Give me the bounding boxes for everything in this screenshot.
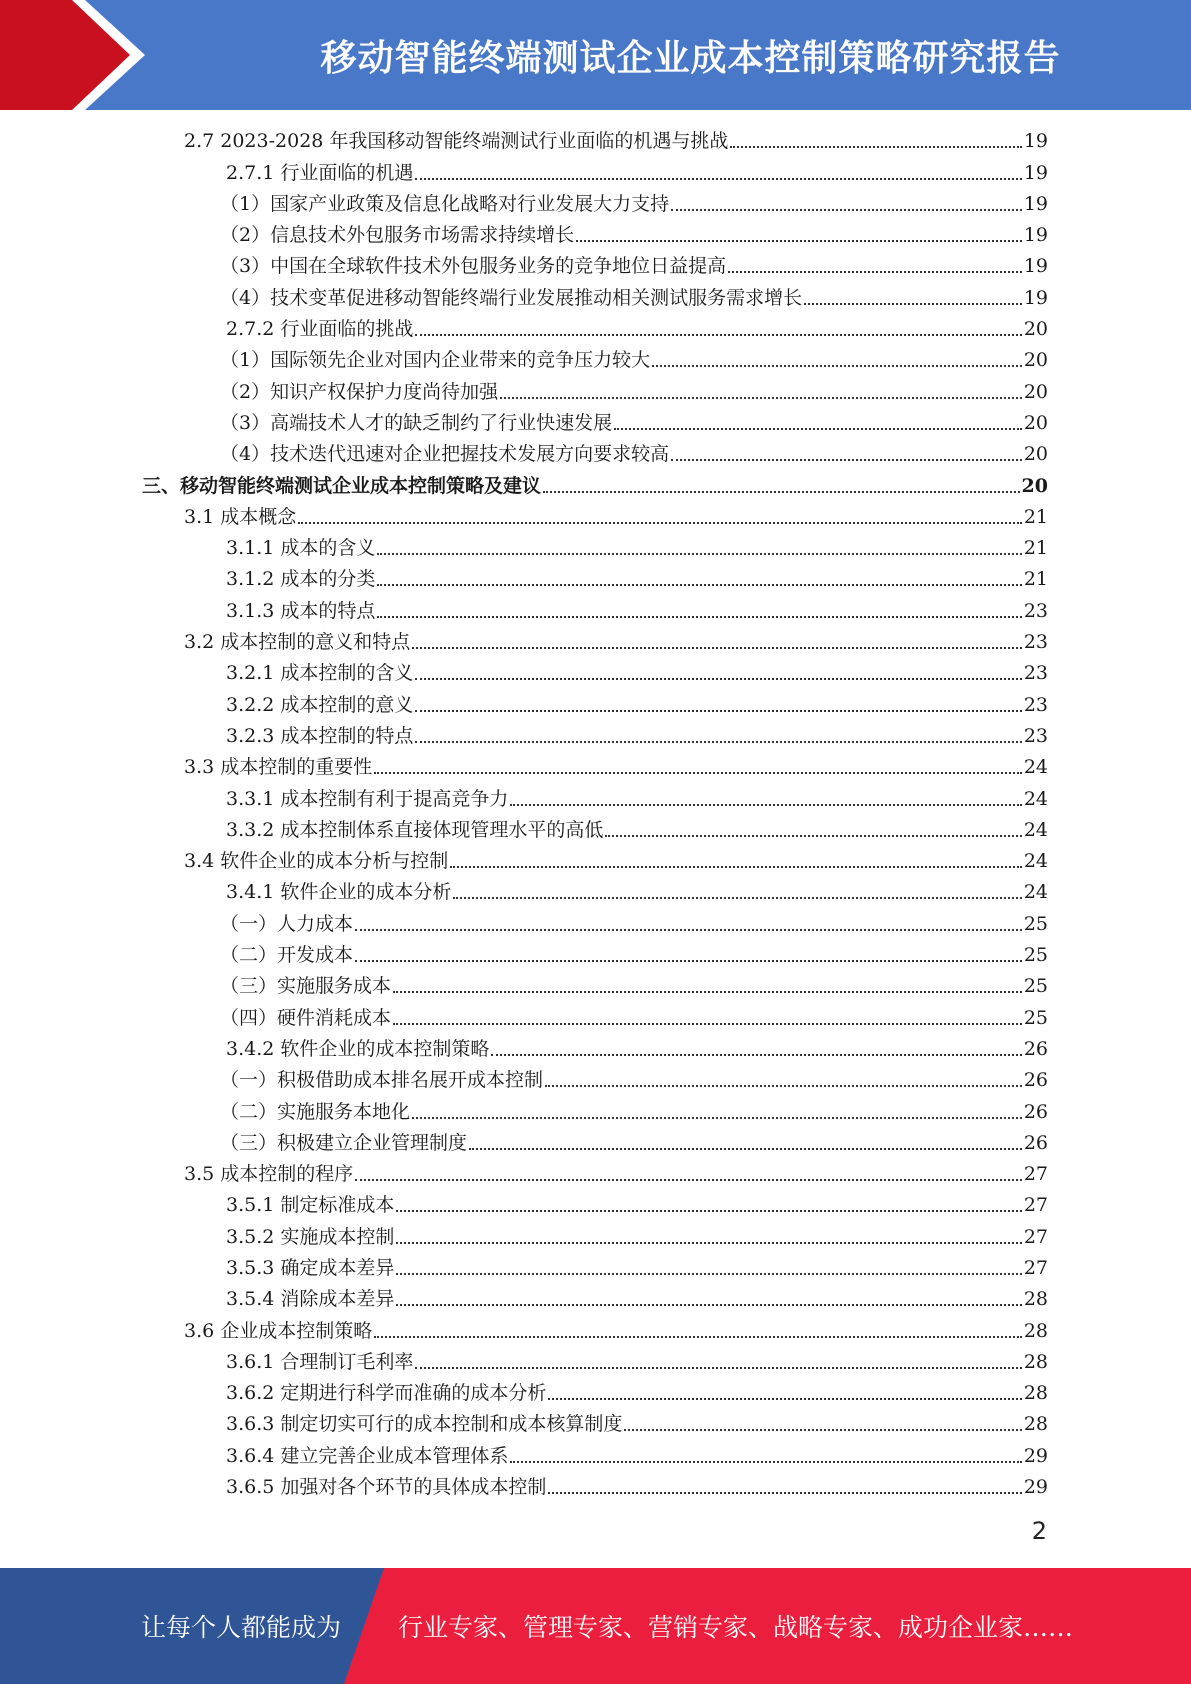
toc-leader-dots xyxy=(510,1461,1021,1463)
toc-entry-page: 20 xyxy=(1021,474,1048,497)
toc-entry-page: 20 xyxy=(1023,411,1048,434)
toc-entry-label: 3.6.2 定期进行科学而准确的成本分析 xyxy=(226,1382,547,1405)
toc-leader-dots xyxy=(355,1179,1022,1181)
toc-entry-label: 3.3 成本控制的重要性 xyxy=(184,756,373,779)
toc-entry[interactable] xyxy=(142,1253,1048,1284)
toc-entry[interactable] xyxy=(142,1284,1048,1315)
toc-leader-dots xyxy=(730,146,1021,148)
table-of-contents xyxy=(142,126,1048,1503)
toc-leader-dots xyxy=(510,804,1021,806)
toc-leader-dots xyxy=(298,522,1022,524)
toc-entry-page: 20 xyxy=(1023,349,1048,372)
toc-leader-dots xyxy=(671,209,1022,211)
toc-leader-dots xyxy=(415,710,1021,712)
toc-entry-page: 28 xyxy=(1023,1382,1048,1405)
toc-leader-dots xyxy=(377,584,1021,586)
toc-entry-label: （2）知识产权保护力度尚待加强 xyxy=(220,380,499,403)
toc-entry-page: 24 xyxy=(1023,881,1048,904)
toc-leader-dots xyxy=(450,866,1022,868)
toc-entry[interactable] xyxy=(142,157,1048,188)
toc-entry-page: 23 xyxy=(1023,693,1048,716)
toc-leader-dots xyxy=(377,553,1021,555)
toc-entry-page: 28 xyxy=(1023,1319,1048,1342)
toc-entry[interactable] xyxy=(142,908,1048,939)
toc-entry[interactable] xyxy=(142,251,1048,282)
toc-entry-label: 3.5 成本控制的程序 xyxy=(184,1163,354,1186)
toc-leader-dots xyxy=(728,271,1022,273)
toc-entry-label: 2.7.1 行业面临的机遇 xyxy=(226,161,414,184)
toc-leader-dots xyxy=(393,991,1022,993)
toc-entry[interactable] xyxy=(142,1315,1048,1346)
toc-leader-dots xyxy=(396,1242,1021,1244)
toc-leader-dots xyxy=(605,835,1021,837)
toc-leader-dots xyxy=(652,365,1022,367)
toc-leader-dots xyxy=(671,459,1022,461)
toc-entry-page: 19 xyxy=(1023,161,1048,184)
toc-leader-dots xyxy=(396,1273,1021,1275)
toc-leader-dots xyxy=(415,741,1021,743)
toc-entry-label: 3.6.5 加强对各个环节的具体成本控制 xyxy=(226,1476,547,1499)
toc-entry[interactable] xyxy=(142,220,1048,251)
toc-entry-page: 27 xyxy=(1023,1256,1048,1279)
toc-entry-page: 27 xyxy=(1023,1163,1048,1186)
toc-entry[interactable] xyxy=(142,1065,1048,1096)
toc-entry-label: （四）硬件消耗成本 xyxy=(220,1006,392,1029)
toc-entry-label: 3.6.1 合理制订毛利率 xyxy=(226,1350,414,1373)
toc-entry-page: 23 xyxy=(1023,724,1048,747)
toc-leader-dots xyxy=(355,929,1022,931)
toc-entry[interactable] xyxy=(142,470,1048,501)
toc-leader-dots xyxy=(393,1023,1022,1025)
toc-entry[interactable] xyxy=(142,533,1048,564)
toc-leader-dots xyxy=(545,1085,1022,1087)
toc-entry-label: 3.1.3 成本的特点 xyxy=(226,599,376,622)
toc-entry-label: 3.1 成本概念 xyxy=(184,505,297,528)
toc-leader-dots xyxy=(548,1492,1021,1494)
toc-entry-label: （一）人力成本 xyxy=(220,912,354,935)
toc-entry[interactable] xyxy=(142,1440,1048,1471)
toc-entry-page: 25 xyxy=(1023,912,1048,935)
toc-entry[interactable] xyxy=(142,815,1048,846)
toc-entry-label: 3.4.2 软件企业的成本控制策略 xyxy=(226,1037,490,1060)
toc-entry-label: （一）积极借助成本排名展开成本控制 xyxy=(220,1069,544,1092)
toc-entry-page: 24 xyxy=(1023,787,1048,810)
toc-entry[interactable] xyxy=(142,971,1048,1002)
toc-leader-dots xyxy=(396,1304,1021,1306)
toc-entry-label: （4）技术变革促进移动智能终端行业发展推动相关测试服务需求增长 xyxy=(220,286,803,309)
toc-leader-dots xyxy=(624,1429,1021,1431)
toc-entry[interactable] xyxy=(142,627,1048,658)
toc-entry[interactable] xyxy=(142,783,1048,814)
toc-entry-page: 27 xyxy=(1023,1225,1048,1248)
report-title: 移动智能终端测试企业成本控制策略研究报告 xyxy=(320,37,1061,79)
toc-leader-dots xyxy=(543,491,1020,493)
toc-entry-page: 28 xyxy=(1023,1413,1048,1436)
toc-leader-dots xyxy=(415,178,1021,180)
footer-slogan-left: 让每个人都能成为 xyxy=(141,1613,342,1642)
toc-entry-label: 3.1.1 成本的含义 xyxy=(226,537,376,560)
toc-entry-page: 26 xyxy=(1023,1037,1048,1060)
toc-entry-label: 3.4.1 软件企业的成本分析 xyxy=(226,881,452,904)
toc-entry-page: 19 xyxy=(1023,192,1048,215)
page-number: 2 xyxy=(1031,1517,1047,1545)
toc-entry-label: 3.6.4 建立完善企业成本管理体系 xyxy=(226,1444,509,1467)
toc-leader-dots xyxy=(374,772,1022,774)
toc-entry[interactable] xyxy=(142,846,1048,877)
toc-entry-page: 20 xyxy=(1023,318,1048,341)
toc-entry-page: 19 xyxy=(1023,286,1048,309)
toc-entry-page: 21 xyxy=(1023,568,1048,591)
toc-entry[interactable] xyxy=(142,564,1048,595)
toc-entry[interactable] xyxy=(142,1409,1048,1440)
toc-entry-page: 19 xyxy=(1023,224,1048,247)
toc-entry[interactable] xyxy=(142,282,1048,313)
toc-entry-page: 29 xyxy=(1023,1476,1048,1499)
page-footer xyxy=(0,1568,1191,1684)
toc-entry[interactable] xyxy=(142,376,1048,407)
toc-entry[interactable] xyxy=(142,1034,1048,1065)
toc-entry-label: 2.7.2 行业面临的挑战 xyxy=(226,318,414,341)
toc-entry-page: 23 xyxy=(1023,662,1048,685)
toc-entry-label: 3.4 软件企业的成本分析与控制 xyxy=(184,850,449,873)
toc-entry-label: （3）中国在全球软件技术外包服务业务的竞争地位日益提高 xyxy=(220,255,727,278)
toc-entry-page: 21 xyxy=(1023,537,1048,560)
toc-entry[interactable] xyxy=(142,595,1048,626)
toc-leader-dots xyxy=(412,1117,1022,1119)
toc-entry-page: 24 xyxy=(1023,756,1048,779)
toc-entry-page: 27 xyxy=(1023,1194,1048,1217)
toc-entry-label: 3.6.3 制定切实可行的成本控制和成本核算制度 xyxy=(226,1413,623,1436)
footer-slogan-right: 行业专家、管理专家、营销专家、战略专家、成功企业家…… xyxy=(398,1613,1074,1642)
toc-entry[interactable] xyxy=(142,1378,1048,1409)
toc-entry-label: 3.5.1 制定标准成本 xyxy=(226,1194,395,1217)
toc-entry-page: 20 xyxy=(1023,380,1048,403)
toc-entry-label: （3）高端技术人才的缺乏制约了行业快速发展 xyxy=(220,411,613,434)
toc-entry-page: 26 xyxy=(1023,1069,1048,1092)
toc-entry-label: 3.2 成本控制的意义和特点 xyxy=(184,631,411,654)
page-header xyxy=(0,0,1191,110)
toc-leader-dots xyxy=(415,334,1021,336)
toc-entry[interactable] xyxy=(142,1128,1048,1159)
toc-entry-label: （二）开发成本 xyxy=(220,944,354,967)
toc-entry[interactable] xyxy=(142,658,1048,689)
toc-entry[interactable] xyxy=(142,502,1048,533)
toc-leader-dots xyxy=(415,678,1021,680)
toc-leader-dots xyxy=(396,1210,1021,1212)
toc-entry-page: 26 xyxy=(1023,1131,1048,1154)
toc-entry-page: 25 xyxy=(1023,975,1048,998)
toc-entry[interactable] xyxy=(142,721,1048,752)
toc-entry-label: （2）信息技术外包服务市场需求持续增长 xyxy=(220,224,575,247)
toc-entry[interactable] xyxy=(142,1221,1048,1252)
toc-entry-label: （二）实施服务本地化 xyxy=(220,1100,411,1123)
toc-entry-page: 23 xyxy=(1023,631,1048,654)
toc-entry-page: 28 xyxy=(1023,1288,1048,1311)
toc-entry-page: 24 xyxy=(1023,850,1048,873)
toc-leader-dots xyxy=(412,647,1022,649)
toc-entry[interactable] xyxy=(142,189,1048,220)
toc-leader-dots xyxy=(469,1148,1022,1150)
toc-entry[interactable] xyxy=(142,345,1048,376)
toc-entry-page: 20 xyxy=(1023,443,1048,466)
toc-entry[interactable] xyxy=(142,408,1048,439)
toc-entry-label: 3.2.2 成本控制的意义 xyxy=(226,693,414,716)
toc-entry[interactable] xyxy=(142,1472,1048,1503)
toc-entry-label: 2.7 2023-2028 年我国移动智能终端测试行业面临的机遇与挑战 xyxy=(184,130,729,153)
toc-entry-label: （三）积极建立企业管理制度 xyxy=(220,1131,468,1154)
toc-entry-label: 3.2.1 成本控制的含义 xyxy=(226,662,414,685)
toc-entry-page: 21 xyxy=(1023,505,1048,528)
toc-entry[interactable] xyxy=(142,689,1048,720)
toc-entry-label: （三）实施服务成本 xyxy=(220,975,392,998)
toc-entry[interactable] xyxy=(142,1159,1048,1190)
toc-leader-dots xyxy=(453,897,1021,899)
toc-entry[interactable] xyxy=(142,1096,1048,1127)
toc-entry-page: 29 xyxy=(1023,1444,1048,1467)
toc-entry-page: 24 xyxy=(1023,818,1048,841)
toc-leader-dots xyxy=(500,397,1022,399)
toc-entry-label: 3.5.2 实施成本控制 xyxy=(226,1225,395,1248)
toc-leader-dots xyxy=(491,1054,1021,1056)
toc-entry[interactable] xyxy=(142,1002,1048,1033)
toc-entry-page: 19 xyxy=(1023,130,1048,153)
toc-leader-dots xyxy=(576,240,1022,242)
toc-entry-label: 3.5.4 消除成本差异 xyxy=(226,1288,395,1311)
header-arrow-graphic xyxy=(0,0,150,110)
toc-entry-label: 三、移动智能终端测试企业成本控制策略及建议 xyxy=(142,474,542,497)
toc-entry[interactable] xyxy=(142,752,1048,783)
toc-entry-label: （1）国际领先企业对国内企业带来的竞争压力较大 xyxy=(220,349,651,372)
toc-leader-dots xyxy=(548,1398,1021,1400)
toc-leader-dots xyxy=(415,1367,1021,1369)
toc-entry[interactable] xyxy=(142,1347,1048,1378)
toc-entry[interactable] xyxy=(142,877,1048,908)
toc-leader-dots xyxy=(804,303,1022,305)
toc-entry[interactable] xyxy=(142,940,1048,971)
toc-entry[interactable] xyxy=(142,314,1048,345)
toc-entry-page: 25 xyxy=(1023,944,1048,967)
toc-entry[interactable] xyxy=(142,1190,1048,1221)
toc-entry-label: 3.6 企业成本控制策略 xyxy=(184,1319,373,1342)
toc-entry-page: 19 xyxy=(1023,255,1048,278)
toc-entry-page: 26 xyxy=(1023,1100,1048,1123)
toc-entry-label: 3.3.2 成本控制体系直接体现管理水平的高低 xyxy=(226,818,604,841)
toc-entry[interactable] xyxy=(142,439,1048,470)
toc-leader-dots xyxy=(374,1336,1022,1338)
toc-leader-dots xyxy=(355,960,1022,962)
toc-entry[interactable] xyxy=(142,126,1048,157)
toc-leader-dots xyxy=(614,428,1022,430)
toc-entry-page: 28 xyxy=(1023,1350,1048,1373)
toc-entry-label: 3.5.3 确定成本差异 xyxy=(226,1256,395,1279)
toc-entry-label: 3.3.1 成本控制有利于提高竞争力 xyxy=(226,787,509,810)
toc-entry-page: 25 xyxy=(1023,1006,1048,1029)
toc-entry-label: （4）技术迭代迅速对企业把握技术发展方向要求较高 xyxy=(220,443,670,466)
toc-entry-label: 3.2.3 成本控制的特点 xyxy=(226,724,414,747)
toc-entry-page: 23 xyxy=(1023,599,1048,622)
toc-entry-label: 3.1.2 成本的分类 xyxy=(226,568,376,591)
toc-entry-label: （1）国家产业政策及信息化战略对行业发展大力支持 xyxy=(220,192,670,215)
toc-leader-dots xyxy=(377,616,1021,618)
